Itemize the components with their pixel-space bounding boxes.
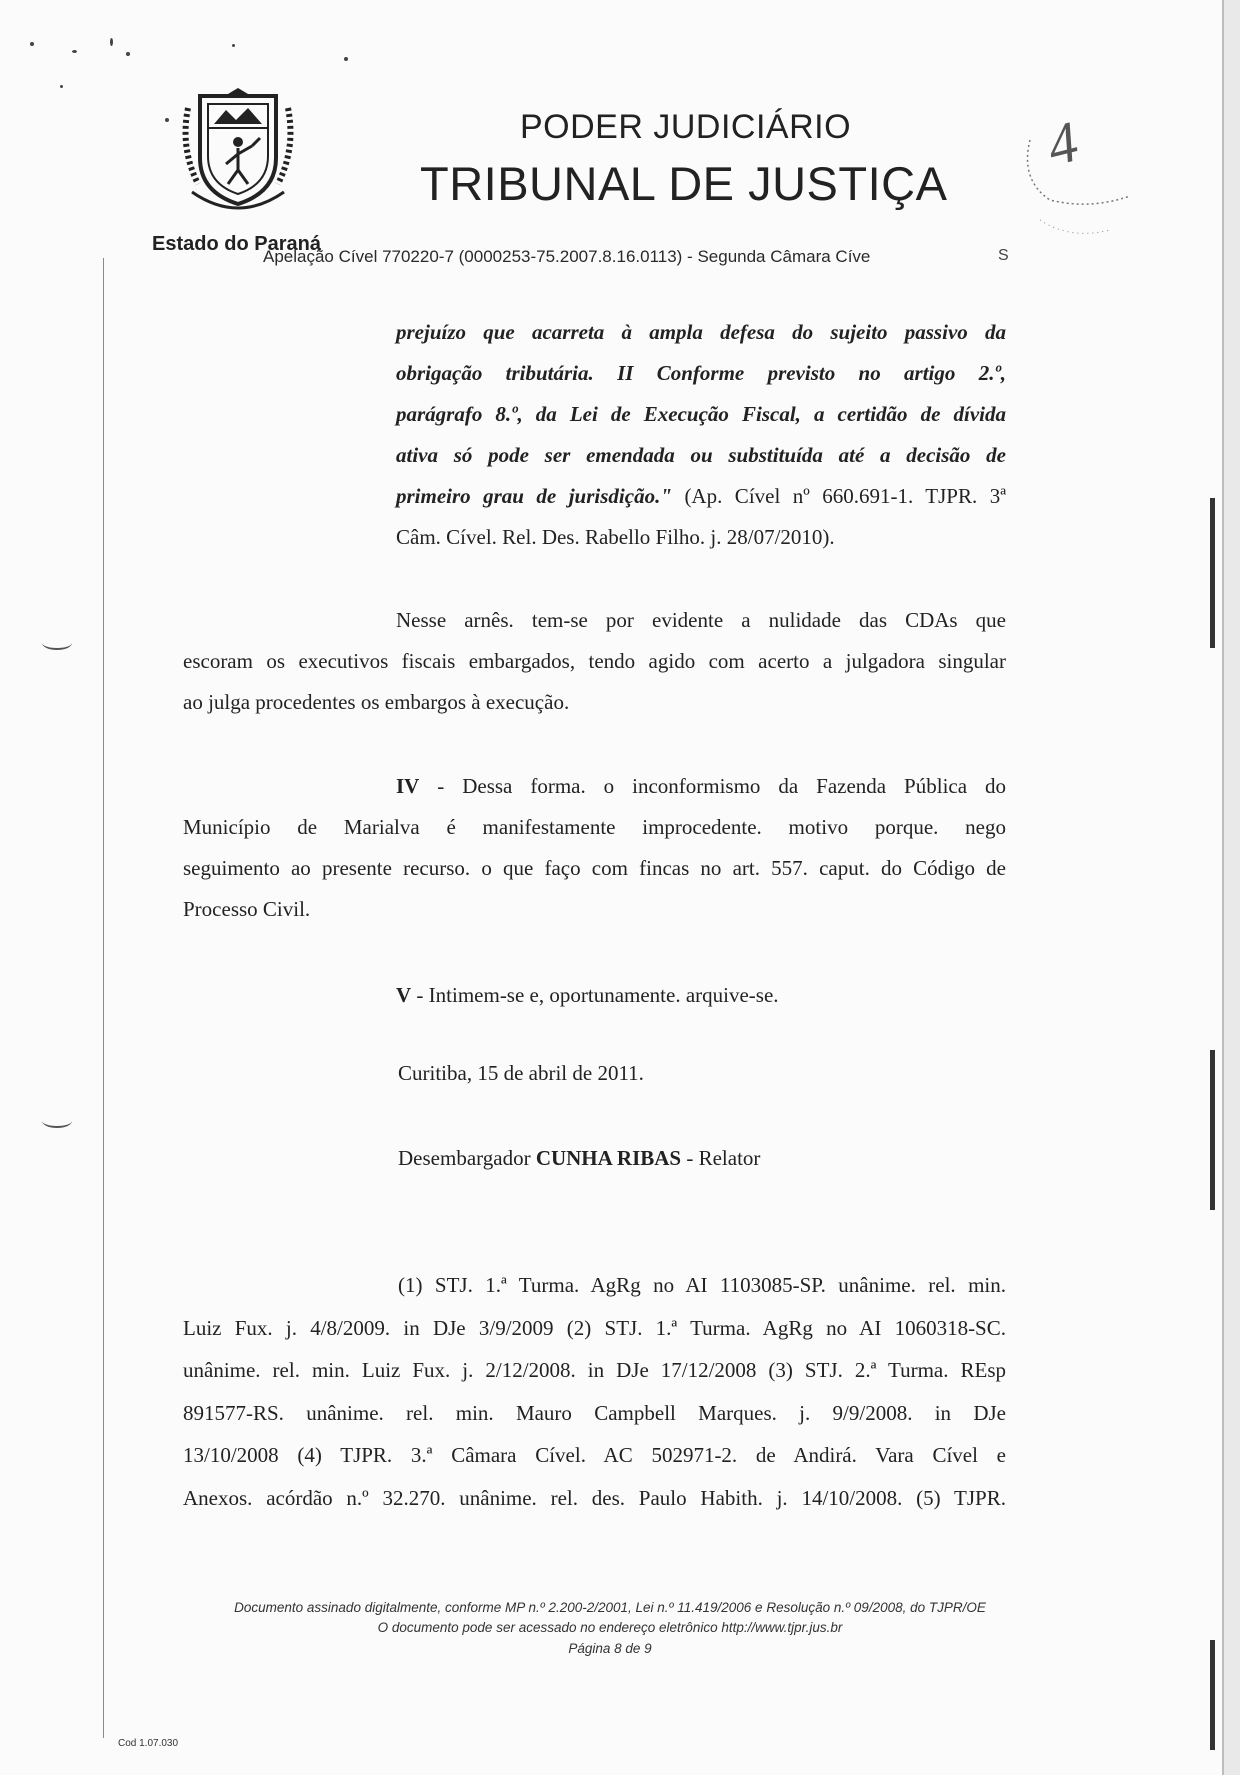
paragraph-line: Processo Civil. <box>183 897 311 921</box>
form-code: Cod 1.07.030 <box>118 1738 179 1749</box>
quote-line: Câm. Cível. Rel. Des. Rabello Filho. j. 28/07/2010). <box>396 525 835 549</box>
signature-line <box>398 1138 1008 1179</box>
footnote-line: Luiz Fux. j. 4/8/2009. in DJe 3/9/2009 (2) STJ. 1.ª Turma. AgRg no AI 1060318-SC. <box>183 1315 1006 1340</box>
scan-speck <box>126 52 130 56</box>
page-stamp-number: 4 <box>1040 108 1085 179</box>
quoted-passage <box>396 312 1006 558</box>
paragraph-line: seguimento ao presente recurso. o que faço com fincas no art. 557. caput. do Código de <box>183 856 1006 880</box>
paragraph-v <box>396 975 1006 1016</box>
footnote-line: Anexos. acórdão n.º 32.270. unânime. rel. des. Paulo Habith. j. 14/10/2008. (5) TJPR. <box>183 1485 1006 1510</box>
quote-line: ativa só pode ser emendada ou substituída até a decisão de <box>396 443 1006 467</box>
scan-speck <box>30 42 34 46</box>
case-reference: Apelação Cível 770220-7 (0000253-75.2007.8.16.0113) - Segunda Câmara Cíve <box>263 247 871 266</box>
binding-edge-mark <box>1210 1640 1215 1750</box>
punch-hole-mark <box>42 636 72 650</box>
binding-edge-mark <box>1210 1050 1215 1210</box>
signature-suffix: - Relator <box>681 1146 761 1170</box>
section-label-iv: IV <box>396 774 420 798</box>
scan-speck <box>72 50 77 53</box>
quote-italic-end: primeiro grau de jurisdição." <box>396 484 672 508</box>
footnote-line: unânime. rel. min. Luiz Fux. j. 2/12/2008. in DJe 17/12/2008 (3) STJ. 2.ª Turma. REsp <box>183 1358 1006 1382</box>
quote-line <box>396 476 1006 517</box>
scan-speck <box>60 85 63 88</box>
page-number-stamp-icon <box>1010 100 1140 250</box>
paragraph-line: Município de Marialva é manifestamente improcedente. motivo porque. nego <box>183 815 1006 839</box>
footer-access-notice: O documento pode ser acessado no endereço eletrônico http://www.tjpr.jus.br <box>377 1620 843 1635</box>
footnote-line: 891577-RS. unânime. rel. min. Mauro Campbell Marques. j. 9/9/2008. in DJe <box>183 1400 1006 1425</box>
paragraph-line: escoram os executivos fiscais embargados, tendo agido com acerto a julgadora singular <box>183 649 1006 673</box>
header-tribunal-de-justica: TRIBUNAL DE JUSTIÇA <box>420 157 948 210</box>
scan-speck <box>344 57 348 61</box>
signature-name: CUNHA RIBAS <box>535 1146 682 1170</box>
paragraph-nulidade <box>183 600 1006 723</box>
margin-rule <box>103 258 104 1738</box>
section-label-v: V <box>396 983 412 1007</box>
footnotes-block <box>183 1264 1006 1519</box>
quote-citation: (Ap. Cível nº 660.691-1. TJPR. 3ª <box>671 484 1006 508</box>
footnote-line: (1) STJ. 1.ª Turma. AgRg no AI 1103085-SP. unânime. rel. min. <box>398 1273 1006 1297</box>
paragraph-text: - Intimem-se e, oportunamente. arquive-se. <box>411 983 779 1007</box>
footer-page-number: Página 8 de 9 <box>568 1641 652 1656</box>
place-and-date: Curitiba, 15 de abril de 2011. <box>398 1061 644 1085</box>
scan-speck <box>232 44 235 47</box>
binding-edge-mark <box>1210 498 1215 648</box>
quote-line: prejuízo que acarreta à ampla defesa do sujeito passivo da <box>396 320 1006 344</box>
paragraph-line: ao julga procedentes os embargos à execução. <box>183 690 570 714</box>
scan-speck <box>165 118 169 122</box>
footnote-line: 13/10/2008 (4) TJPR. 3.ª Câmara Cível. AC 502971-2. de Andirá. Vara Cível e <box>183 1443 1006 1467</box>
paragraph-text: - Dessa forma. o inconformismo da Fazenda Pública do <box>419 774 1006 798</box>
paragraph-iv <box>183 766 1006 930</box>
quote-line: parágrafo 8.º, da Lei de Execução Fiscal, a certidão de dívida <box>396 402 1006 426</box>
signature-prefix: Desembargador <box>398 1146 536 1170</box>
margin-mark: S <box>998 247 1009 264</box>
header-state: Estado do Paraná <box>152 233 321 255</box>
paragraph-line: Nesse arnês. tem-se por evidente a nulidade das CDAs que <box>396 608 1006 632</box>
header-poder-judiciario: PODER JUDICIÁRIO <box>520 108 852 146</box>
parana-coat-of-arms-icon <box>178 88 298 216</box>
paragraph-line <box>183 766 1006 807</box>
scan-right-edge <box>1222 0 1240 1775</box>
scan-speck <box>110 38 113 46</box>
quote-line: obrigação tributária. II Conforme previsto no artigo 2.º, <box>396 361 1006 385</box>
footer-digital-signature-notice: Documento assinado digitalmente, conforme MP n.º 2.200-2/2001, Lei n.º 11.419/2006 e Resolução n.º 09/2008, do TJPR/OE <box>234 1600 986 1615</box>
punch-hole-mark <box>42 1114 72 1128</box>
